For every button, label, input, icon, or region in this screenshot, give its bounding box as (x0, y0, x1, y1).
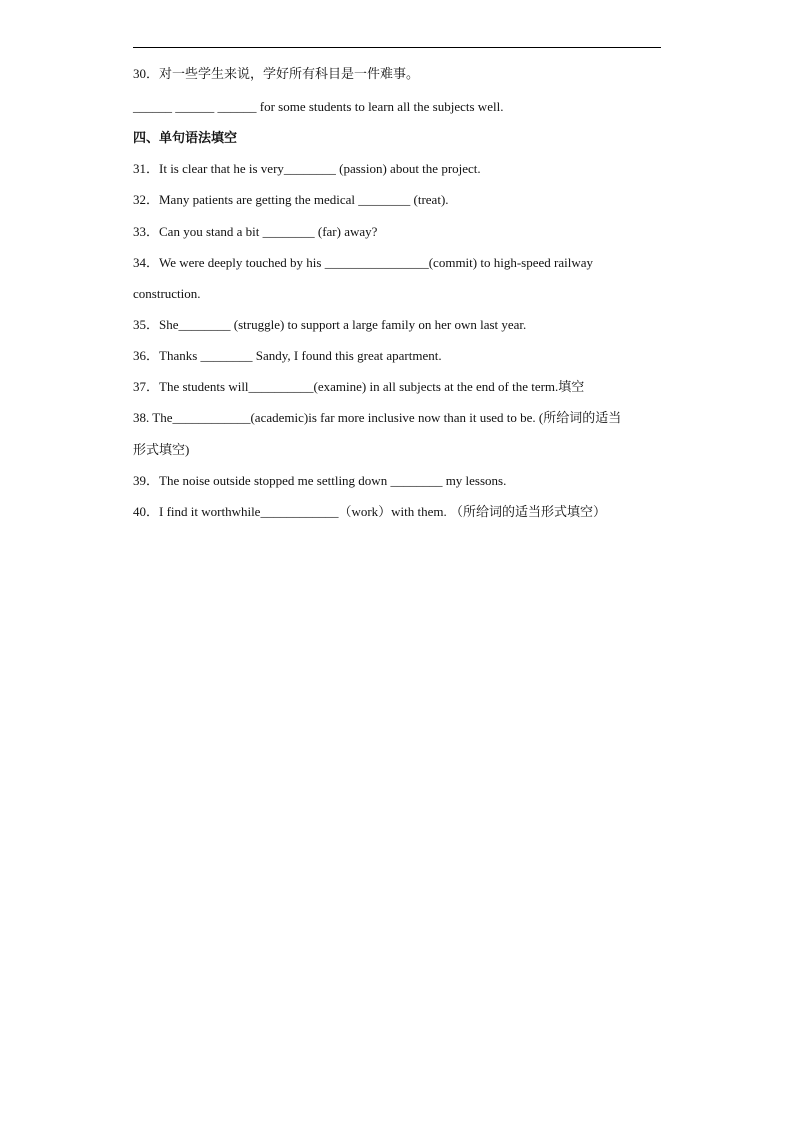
question-34: 34．We were deeply touched by his ________________(commit) to high-speed railway (133, 255, 593, 270)
question-32: 32．Many patients are getting the medical ________ (treat). (133, 192, 449, 207)
question-36: 36．Thanks ________ Sandy, I found this great apartment. (133, 348, 442, 363)
question-37: 37．The students will__________(examine) in all subjects at the end of the term.填空 (133, 379, 585, 394)
question-30-sentence: ______ ______ ______ for some students to learn all the subjects well. (133, 99, 504, 114)
question-33: 33．Can you stand a bit ________ (far) away? (133, 224, 378, 239)
question-31: 31．It is clear that he is very________ (passion) about the project. (133, 161, 481, 176)
question-38: 38. The____________(academic)is far more inclusive now than it used to be. (所给词的适当 (133, 410, 622, 425)
question-35: 35．She________ (struggle) to support a large family on her own last year. (133, 317, 527, 332)
section-heading: 四、单句语法填空 (133, 130, 238, 145)
question-30-prompt: 30．对一些学生来说，学好所有科目是一件难事。 (133, 66, 420, 81)
question-40: 40．I find it worthwhile____________（work）with them. （所给词的适当形式填空） (133, 504, 607, 519)
top-divider (133, 47, 661, 48)
question-34-continued: construction. (133, 286, 201, 301)
question-39: 39．The noise outside stopped me settling down ________ my lessons. (133, 473, 507, 488)
question-38-continued: 形式填空) (133, 442, 190, 457)
